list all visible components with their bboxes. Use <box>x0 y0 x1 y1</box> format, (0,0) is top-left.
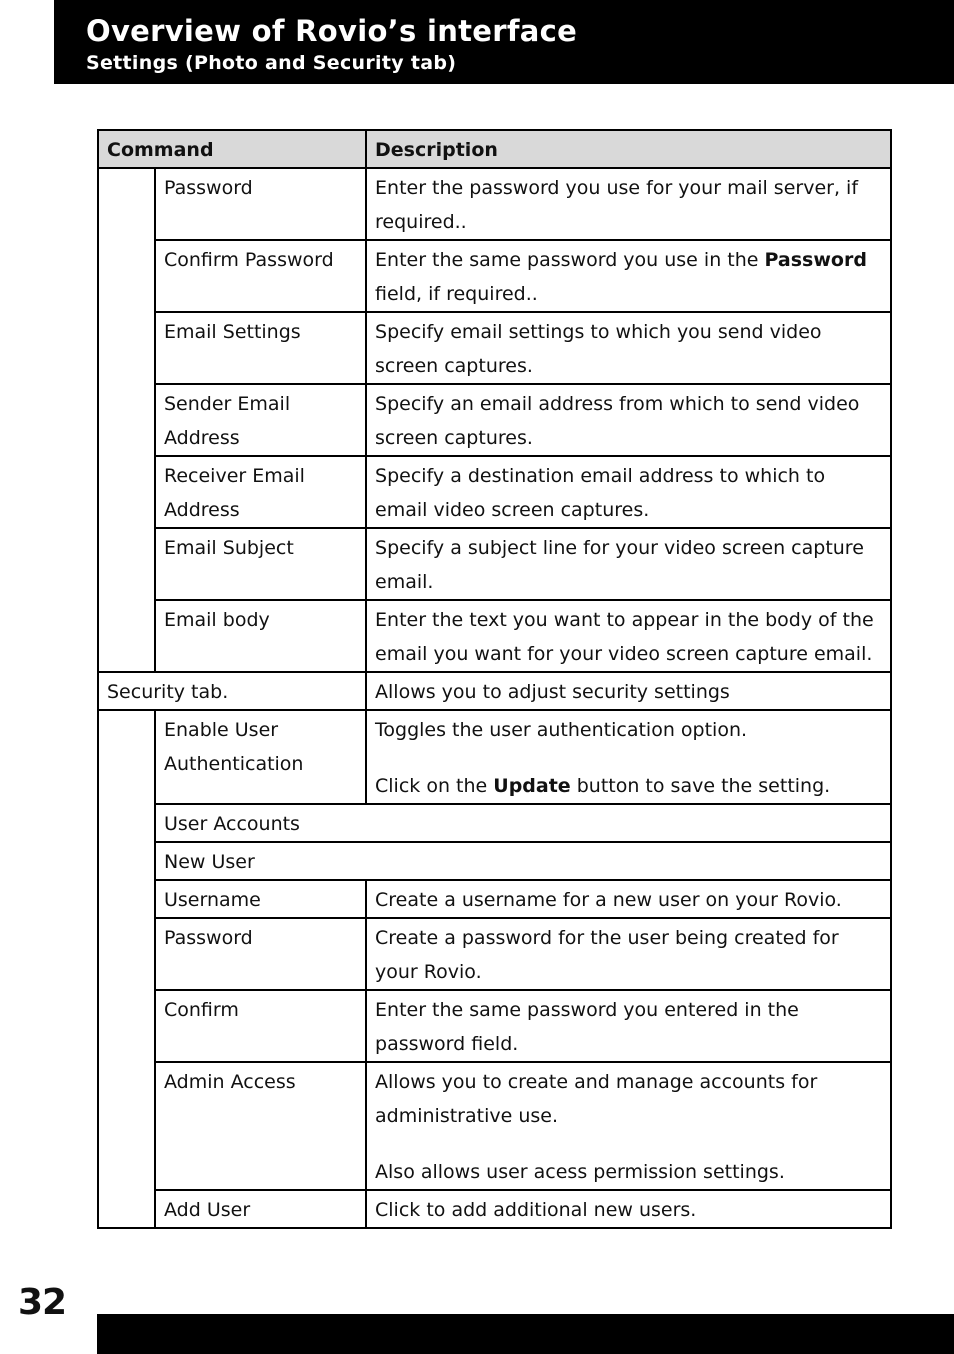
description-text: Allows you to create and manage accounts for administrative use. <box>375 1071 818 1127</box>
description-cell: Specify email settings to which you send video screen captures. <box>366 312 891 384</box>
table-row <box>98 240 891 312</box>
table-row <box>98 804 891 842</box>
description-cell: Specify a subject line for your video screen capture email. <box>366 528 891 600</box>
command-cell: Email Subject <box>155 528 366 600</box>
indent-cell <box>98 168 155 672</box>
command-cell: Add User <box>155 1190 366 1228</box>
description-cell: Create a username for a new user on your Rovio. <box>366 880 891 918</box>
page-subtitle: Settings (Photo and Security tab) <box>86 52 457 74</box>
description-cell: Enter the text you want to appear in the body of the email you want for your video screen capture email. <box>366 600 891 672</box>
description-cell: Enter the password you use for your mail server, if required.. <box>366 168 891 240</box>
command-cell: Receiver Email Address <box>155 456 366 528</box>
command-cell: Enable User Authentication <box>155 710 366 804</box>
table-row <box>98 918 891 990</box>
table-row <box>98 880 891 918</box>
description-text: Enter the same password you use in the <box>375 249 765 271</box>
description-cell <box>366 710 891 804</box>
table-row <box>98 168 891 240</box>
command-cell: Username <box>155 880 366 918</box>
table-row <box>98 528 891 600</box>
description-bold: Password <box>764 249 867 271</box>
description-text: Click on the <box>375 775 494 797</box>
table-row <box>98 384 891 456</box>
description-cell: Click to add additional new users. <box>366 1190 891 1228</box>
description-bold: Update <box>493 775 571 797</box>
paragraph-spacer <box>375 747 882 769</box>
table-row-security-tab <box>98 672 891 710</box>
command-cell: Security tab. <box>98 672 366 710</box>
table-header-row <box>98 130 891 168</box>
command-cell: Password <box>155 168 366 240</box>
table-row <box>98 1062 891 1190</box>
description-cell: Specify an email address from which to send video screen captures. <box>366 384 891 456</box>
description-cell <box>366 240 891 312</box>
table-row <box>98 456 891 528</box>
command-table <box>97 129 892 1229</box>
description-cell <box>366 1062 891 1190</box>
command-cell: Email body <box>155 600 366 672</box>
description-cell: Enter the same password you entered in the password field. <box>366 990 891 1062</box>
command-cell: Sender Email Address <box>155 384 366 456</box>
description-cell: Allows you to adjust security settings <box>366 672 891 710</box>
command-cell: Confirm <box>155 990 366 1062</box>
command-cell: Password <box>155 918 366 990</box>
paragraph-spacer <box>375 1133 882 1155</box>
section-cell: User Accounts <box>155 804 891 842</box>
page-number: 32 <box>18 1282 67 1323</box>
command-cell: Email Settings <box>155 312 366 384</box>
command-cell: Admin Access <box>155 1062 366 1190</box>
table-row <box>98 312 891 384</box>
description-text: button to save the setting. <box>570 775 831 797</box>
page-title: Overview of Rovio’s interface <box>86 14 578 48</box>
description-text: Also allows user acess permission settings. <box>375 1161 785 1183</box>
description-text: Toggles the user authentication option. <box>375 719 748 741</box>
table-row <box>98 842 891 880</box>
table-row <box>98 710 891 804</box>
description-cell: Specify a destination email address to which to email video screen captures. <box>366 456 891 528</box>
table-row <box>98 600 891 672</box>
description-cell: Create a password for the user being created for your Rovio. <box>366 918 891 990</box>
command-cell: Confirm Password <box>155 240 366 312</box>
section-cell: New User <box>155 842 891 880</box>
description-text: field, if required.. <box>375 283 538 305</box>
indent-cell <box>98 710 155 1228</box>
footer-bar <box>97 1314 954 1354</box>
header-bar <box>54 0 954 84</box>
description-text-line <box>375 769 882 803</box>
table-row <box>98 990 891 1062</box>
table-row <box>98 1190 891 1228</box>
header-command: Command <box>98 130 366 168</box>
header-description: Description <box>366 130 891 168</box>
